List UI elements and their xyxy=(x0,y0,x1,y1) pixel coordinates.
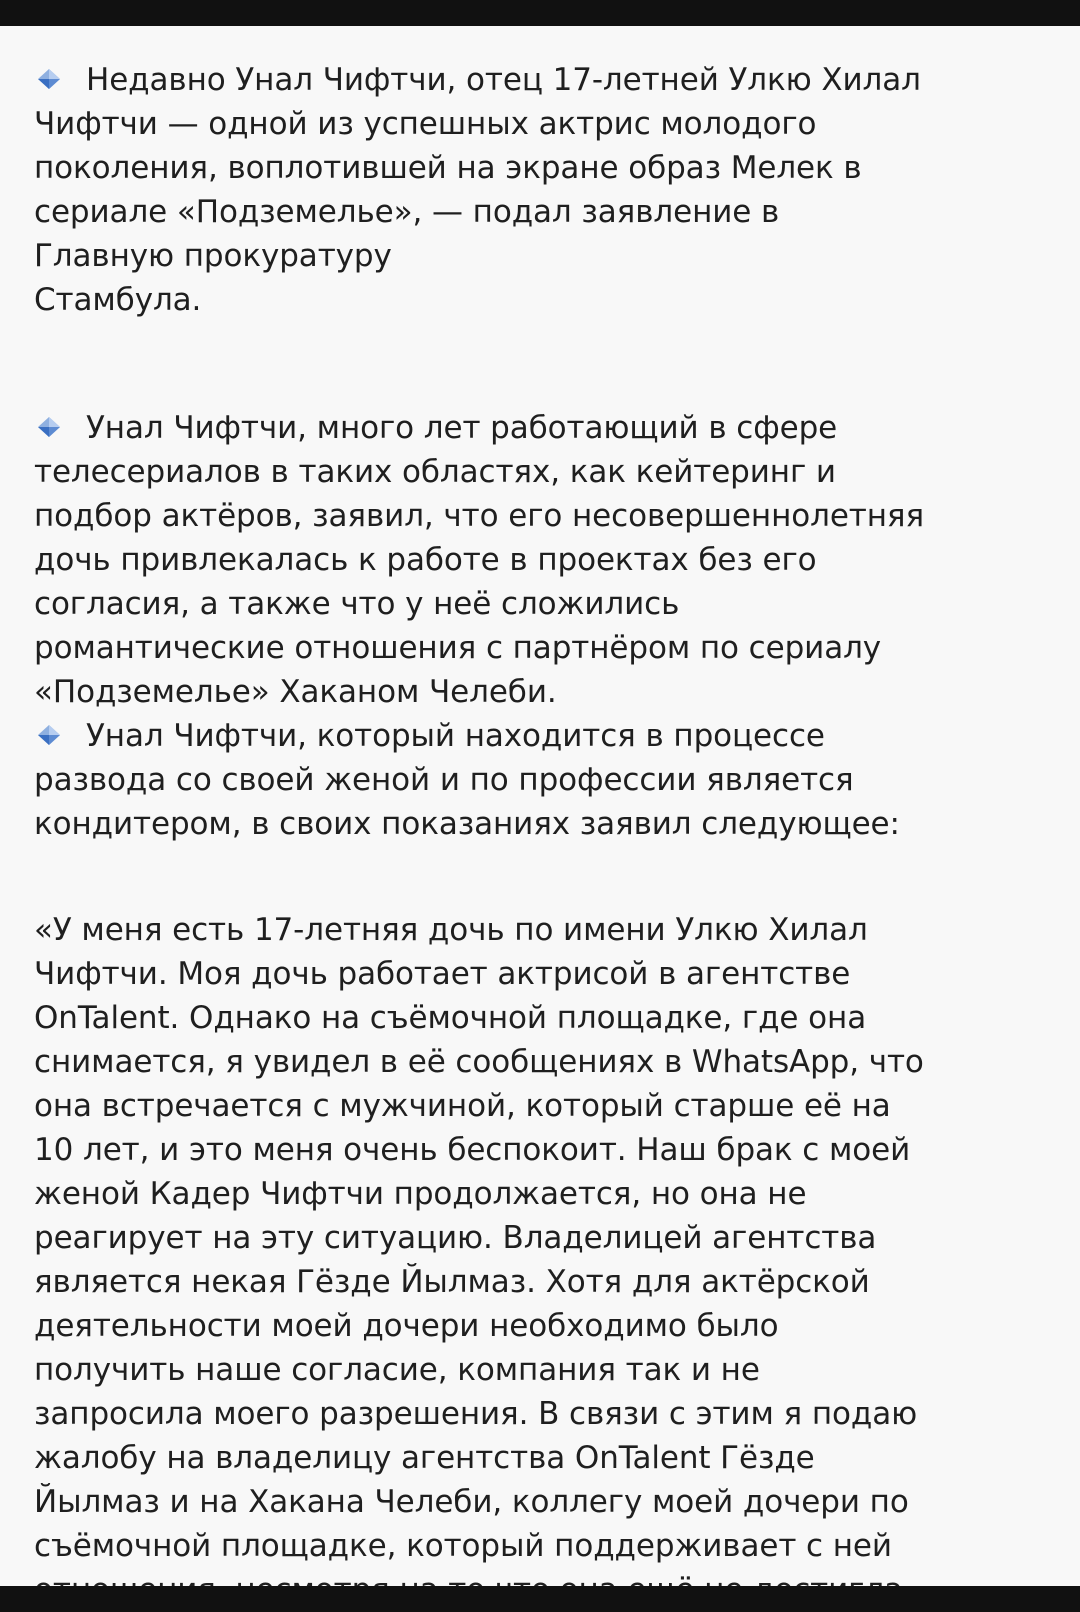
blue-diamond-icon xyxy=(34,64,64,94)
text-line: подбор актёров, заявил, что его несовершеннолетняя xyxy=(34,498,925,534)
paragraph-gap xyxy=(34,322,1054,406)
bullet-paragraph-1 xyxy=(34,58,1054,322)
text-line: она встречается с мужчиной, который старше её на xyxy=(34,1088,891,1124)
text-line: женой Кадер Чифтчи продолжается, но она не xyxy=(34,1176,807,1212)
text-line: Чифтчи — одной из успешных актрис молодого xyxy=(34,106,817,142)
text-page[interactable] xyxy=(0,26,1080,1586)
text-line: поколения, воплотившей на экране образ Мелек в xyxy=(34,150,862,186)
text-line: кондитером, в своих показаниях заявил следующее: xyxy=(34,806,900,842)
blue-diamond-icon xyxy=(34,412,64,442)
text-line: «У меня есть 17-летняя дочь по имени Улкю Хилал xyxy=(34,912,868,948)
text-line: Недавно Унал Чифтчи, отец 17-летней Улкю Хилал xyxy=(34,58,1054,102)
text-line: является некая Гёзде Йылмаз. Хотя для актёрской xyxy=(34,1264,870,1300)
top-black-bar xyxy=(0,0,1080,26)
text-line: OnTalent. Однако на съёмочной площадке, где она xyxy=(34,1000,867,1036)
text-line: дочь привлекалась к работе в проектах без его xyxy=(34,542,817,578)
text-line: получить наше согласие, компания так и не xyxy=(34,1352,760,1388)
text-line: деятельности моей дочери необходимо было xyxy=(34,1308,779,1344)
quote-paragraph xyxy=(34,908,1054,1612)
text-line: Унал Чифтчи, много лет работающий в сфере xyxy=(34,406,1054,450)
text-line: съёмочной площадке, который поддерживает с ней xyxy=(34,1528,892,1564)
text-line: снимается, я увидел в её сообщениях в WhatsApp, что xyxy=(34,1044,924,1080)
text-line: «Подземелье» Хаканом Челеби. xyxy=(34,674,557,710)
text-line: реагирует на эту ситуацию. Владелицей агентства xyxy=(34,1220,877,1256)
text-line: Йылмаз и на Хакана Челеби, коллегу моей дочери по xyxy=(34,1484,909,1520)
text-line: сериале «Подземелье», — подал заявление в xyxy=(34,194,780,230)
article-text xyxy=(34,58,1054,1612)
text-line: жалобу на владелицу агентства OnTalent Гёзде xyxy=(34,1440,815,1476)
blue-diamond-icon xyxy=(34,720,64,750)
text-line: романтические отношения с партнёром по сериалу xyxy=(34,630,882,666)
text-line: запросила моего разрешения. В связи с этим я подаю xyxy=(34,1396,918,1432)
bottom-black-bar xyxy=(0,1586,1080,1612)
text-line: развода со своей женой и по профессии является xyxy=(34,762,854,798)
bullet-paragraph-3 xyxy=(34,714,1054,846)
text-line: Стамбула. xyxy=(34,282,202,318)
text-line: Унал Чифтчи, который находится в процессе xyxy=(34,714,1054,758)
text-line: телесериалов в таких областях, как кейтеринг и xyxy=(34,454,836,490)
text-line: согласия, а также что у неё сложились xyxy=(34,586,680,622)
text-line: 10 лет, и это меня очень беспокоит. Наш брак с моей xyxy=(34,1132,911,1168)
paragraph-gap xyxy=(34,846,1054,908)
text-line: Чифтчи. Моя дочь работает актрисой в агентстве xyxy=(34,956,851,992)
bullet-paragraph-2 xyxy=(34,406,1054,714)
text-line: Главную прокуратуру xyxy=(34,238,392,274)
